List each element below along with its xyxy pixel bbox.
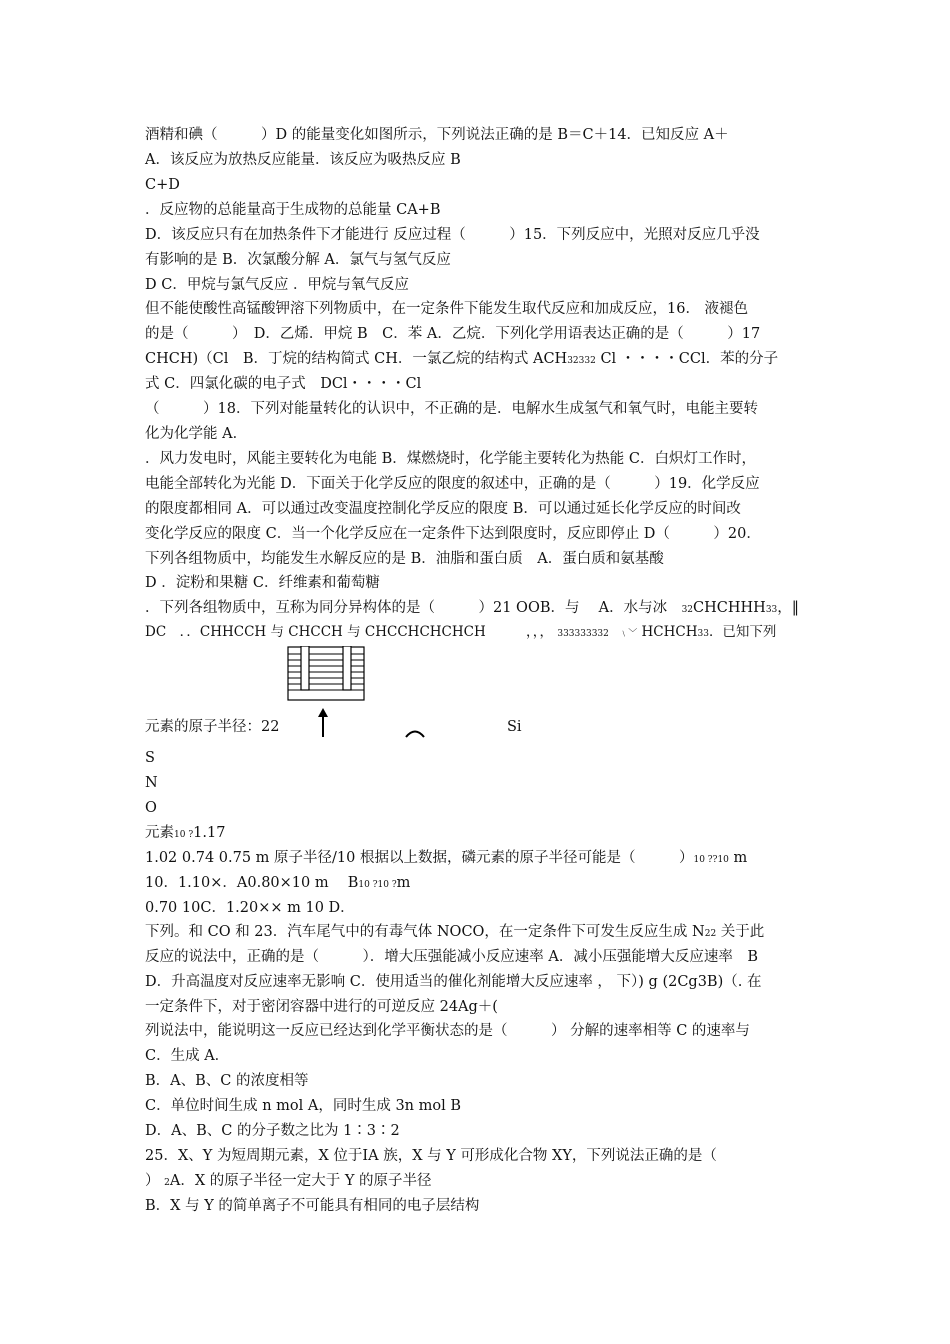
text-line <box>145 922 764 944</box>
text-run: CHCH)（Cl B．丁烷的结构简式 CH．一氯乙烷的结构式 ACH <box>145 351 568 367</box>
text-line <box>145 823 225 845</box>
text-line: B．A、B、C 的浓度相等 <box>145 1073 309 1089</box>
text-line <box>145 622 776 644</box>
up-arrow-icon <box>316 708 330 738</box>
text-run: 元素 <box>145 825 174 841</box>
text-run: ，，， <box>526 624 554 640</box>
text-line <box>145 598 799 620</box>
text-run: CHCHHH <box>693 600 766 616</box>
text-run: 1.02 0.74 0.75 m 原子半径/10 根据以上数据，磷元素的原子半径可能是（ ） <box>145 850 694 866</box>
text-run: ，‖ <box>777 600 800 616</box>
text-line: S <box>145 750 155 766</box>
text-line: 的是（ ） D．乙烯．甲烷 B C．苯 A．乙烷．下列化学用语表达正确的是（ ）17 <box>145 326 761 342</box>
text-line: 反应的说法中，正确的是（ ）．增大压强能减小反应速率 A．减小压强能增大反应速率 B <box>145 949 758 965</box>
text-line: 有影响的是 B．次氯酸分解 A．氯气与氢气反应 <box>145 252 451 268</box>
text-line <box>145 848 747 870</box>
text-run: A．X 的原子半径一定大于 Y 的原子半径 <box>169 1173 432 1189</box>
text-line: O <box>145 800 157 816</box>
subscript: 22 <box>704 929 717 939</box>
text-line: D．升高温度对反应速率无影响 C．使用适当的催化剂能增大反应速率 ， 下）) g (2Cg3B)（. 在 <box>145 974 762 990</box>
text-line: 电能全部转化为光能 D．下面关于化学反应的限度的叙述中，正确的是（ ）19．化学反应 <box>145 476 760 492</box>
subscript: 33 <box>697 629 709 639</box>
text-line <box>145 1171 432 1193</box>
text-run: HCHCH <box>641 624 698 640</box>
text-line: 变化学反应的限度 C．当一个化学反应在一定条件下达到限度时，反应即停止 D（ ）20． <box>145 526 761 542</box>
text-run: 关于此 <box>716 924 765 940</box>
text-run: 下列。和 CO 和 23．汽车尾气中的有毒气体 NOCO，在一定条件下可发生反应生成 N <box>145 924 705 940</box>
text-line: 元素的原子半径：22 <box>145 719 280 735</box>
text-run: 10．1.10×．A0.80×10 m B <box>145 875 359 891</box>
text-line: 化为化学能 A． <box>145 426 248 442</box>
text-line: 的限度都相同 A．可以通过改变温度控制化学反应的限度 B．可以通过延长化学反应的时间改 <box>145 501 741 517</box>
text-run: m <box>396 875 411 891</box>
text-line: B．X 与 Y 的简单离子不可能具有相同的电子层结构 <box>145 1198 480 1214</box>
text-run: DC ．．CHHCCH 与 CHCCH 与 CHCCHCHCHCH <box>145 624 486 640</box>
text-line: 式 C．四氯化碳的电子式 DCl・・・・Cl <box>145 376 422 392</box>
subscript: 2 <box>164 1178 170 1188</box>
text-line: ．风力发电时，风能主要转化为电能 B．煤燃烧时，化学能主要转化为热能 C．白炽灯工作时， <box>145 451 756 467</box>
text-line: D．A、B、C 的分子数之比为 1∶3∶2 <box>145 1123 400 1139</box>
text-run: ．已知下列 <box>708 624 777 640</box>
text-line: 25．X、Y 为短周期元素，X 位于ⅠA 族，X 与 Y 可形成化合物 XY，下列说法正确的是（ <box>145 1148 717 1164</box>
text-label: Si <box>507 719 522 735</box>
text-line: A．该反应为放热反应能量．该反应为吸热反应 B <box>145 152 461 168</box>
text-line: （ ）18．下列对能量转化的认识中，不正确的是．电解水生成氢气和氧气时，电能主要转 <box>145 401 758 417</box>
text-line <box>145 873 410 895</box>
text-line: D．该反应只有在加热条件下才能进行 反应过程（ ）15．下列反应中，光照对反应几乎没 <box>145 227 760 243</box>
text-line: 列说法中，能说明这一反应已经达到化学平衡状态的是（ ） 分解的速率相等 C 的速率与 <box>145 1023 750 1039</box>
subscript: 32 <box>681 605 694 615</box>
text-line: D C．甲烷与氯气反应 ．甲烷与氧气反应 <box>145 277 409 293</box>
text-run: ．下列各组物质中，互称为同分异构体的是（ ）21 OOB．与 A．水与冰 <box>145 600 668 616</box>
text-line: C．单位时间生成 n mol A，同时生成 3n mol B <box>145 1098 462 1114</box>
text-run: m <box>728 850 748 866</box>
text-run: 1.17 <box>193 825 226 841</box>
text-line: 一定条件下，对于密闭容器中进行的可逆反应 24Ag＋( <box>145 999 498 1015</box>
text-line <box>145 349 778 371</box>
subscript: 32332 <box>567 356 596 366</box>
subscript: 10 ? <box>174 830 194 840</box>
text-line: 但不能使酸性高锰酸钾溶下列物质中，在一定条件下能发生取代反应和加成反应，16． 液褪色 <box>145 301 749 317</box>
text-line: C．生成 A． <box>145 1048 230 1064</box>
text-run: ） <box>145 1173 160 1189</box>
text-line: 0.70 10C．1.20×× m 10 D． <box>145 900 355 916</box>
subscript: 10 ?10 ? <box>358 880 397 890</box>
beaker-apparatus-icon <box>287 646 365 701</box>
text-line: ．反应物的总能量高于生成物的总能量 CA+B <box>145 202 441 218</box>
subscript: 10 ??10 <box>693 855 729 865</box>
subscript: 333333332 <box>557 629 609 639</box>
arc-icon <box>404 728 426 738</box>
text-line: 下列各组物质中，均能发生水解反应的是 B．油脂和蛋白质 A．蛋白质和氨基酸 <box>145 551 664 567</box>
text-line: D ．淀粉和果糖 C．纤维素和葡萄糖 <box>145 575 380 591</box>
subscript: 33 <box>765 605 778 615</box>
text-run: ﹨﹀ <box>619 629 638 639</box>
text-line: N <box>145 775 158 791</box>
text-line: 酒精和碘（ ）D 的能量变化如图所示，下列说法正确的是 B＝C＋14．已知反应 A＋ <box>145 127 729 143</box>
text-run: Cl ・・・・CCl．苯的分子 <box>595 351 779 367</box>
text-line: C+D <box>145 177 180 193</box>
